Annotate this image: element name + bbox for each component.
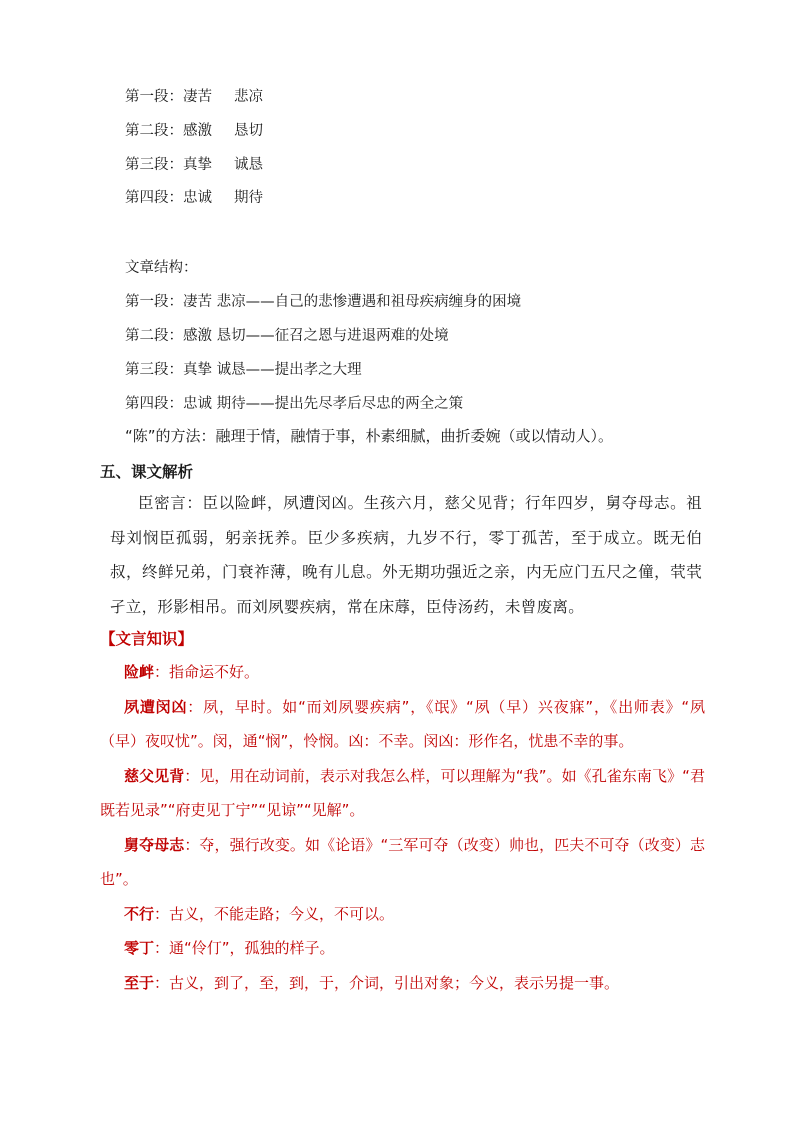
summary-word: 诚恳 [234,157,263,173]
structure-row: 第一段：凄苦 悲凉——自己的悲惨遭遇和祖母疾病缠身的困境 [125,294,522,310]
knowledge-heading: 【文言知识】 [100,630,194,648]
note-term: 夙遭闵凶 [124,697,188,716]
summary-label: 第二段： [125,123,183,139]
structure-title: 文章结构： [125,260,198,276]
summary-row-2 [125,121,263,141]
note-text: ：古义，不能走路；今义，不可以。 [154,904,395,923]
note-text: ：通“伶仃”，孤独的样子。 [154,939,335,957]
summary-row-3 [125,155,263,175]
note-text: ：夺，强行改变。如《论语》“三军可夺（改变）帅也，匹夫不可夺（改变）志也”。 [100,835,705,888]
note-text: ：夙，早时。如“而刘夙婴疾病”，《氓》“夙（早）兴夜寐”，《出师表》“夙（早）夜叹忧”。闵，通“悯”，怜悯。凶：不幸。闵凶：形作名，忧患不幸的事。 [100,697,705,750]
note-item [100,655,705,690]
note-term: 慈父见背 [124,766,185,785]
note-item [100,690,705,759]
note-text: ：指命运不好。 [154,663,260,681]
summary-word: 忠诚 [183,190,212,206]
note-term: 舅夺母志 [124,835,185,854]
note-item [100,966,705,1001]
summary-label: 第三段： [125,157,183,173]
summary-label: 第一段： [125,89,183,105]
note-item [100,931,705,966]
method-line: “陈”的方法：融理于情，融情于事，朴素细腻，曲折委婉（或以情动人）。 [125,427,614,445]
note-item [100,828,705,897]
note-term: 零丁 [124,939,155,957]
note-item [100,759,705,828]
note-text: ：见，用在动词前，表示对我怎么样，可以理解为“我”。如《孔雀东南飞》“君既若见录”“府吏见丁宁”“见谅”“见解”。 [100,766,705,819]
structure-row: 第四段：忠诚 期待——提出先尽孝后尽忠的两全之策 [125,396,464,412]
summary-word: 凄苦 [183,89,212,105]
note-text: ：古义，到了，至，到，于，介词，引出对象；今义，表示另提一事。 [154,973,620,992]
summary-row-1 [125,87,263,107]
summary-row-4 [125,188,263,208]
section-heading: 五、课文解析 [100,463,194,481]
summary-word: 恳切 [234,123,263,139]
summary-word: 悲凉 [234,89,263,105]
knowledge-notes [100,655,705,1000]
note-term: 险衅 [124,663,155,681]
note-item [100,897,705,932]
structure-row: 第二段：感激 恳切——征召之恩与进退两难的处境 [125,328,449,344]
structure-row: 第三段：真挚 诚恳——提出孝之大理 [125,362,362,378]
summary-word: 真挚 [183,157,212,173]
note-term: 至于 [124,973,155,992]
classical-paragraph: 臣密言：臣以险衅，夙遭闵凶。生孩六月，慈父见背；行年四岁，舅夺母志。祖母刘悯臣孤弱，躬亲抚养。臣少多疾病，九岁不行，零丁孤苦，至于成立。既无伯叔，终鲜兄弟，门衰祚薄，晚有儿息。外无期功强近之亲，内无应门五尺之僮，茕茕孑立，形影相吊。而刘夙婴疾病，常在床蓐，臣侍汤药，未曾废离。 [110,494,702,616]
summary-label: 第四段： [125,190,183,206]
summary-word: 期待 [234,190,263,206]
summary-word: 感激 [183,123,212,139]
classical-text [110,486,702,624]
note-term: 不行 [124,904,155,923]
